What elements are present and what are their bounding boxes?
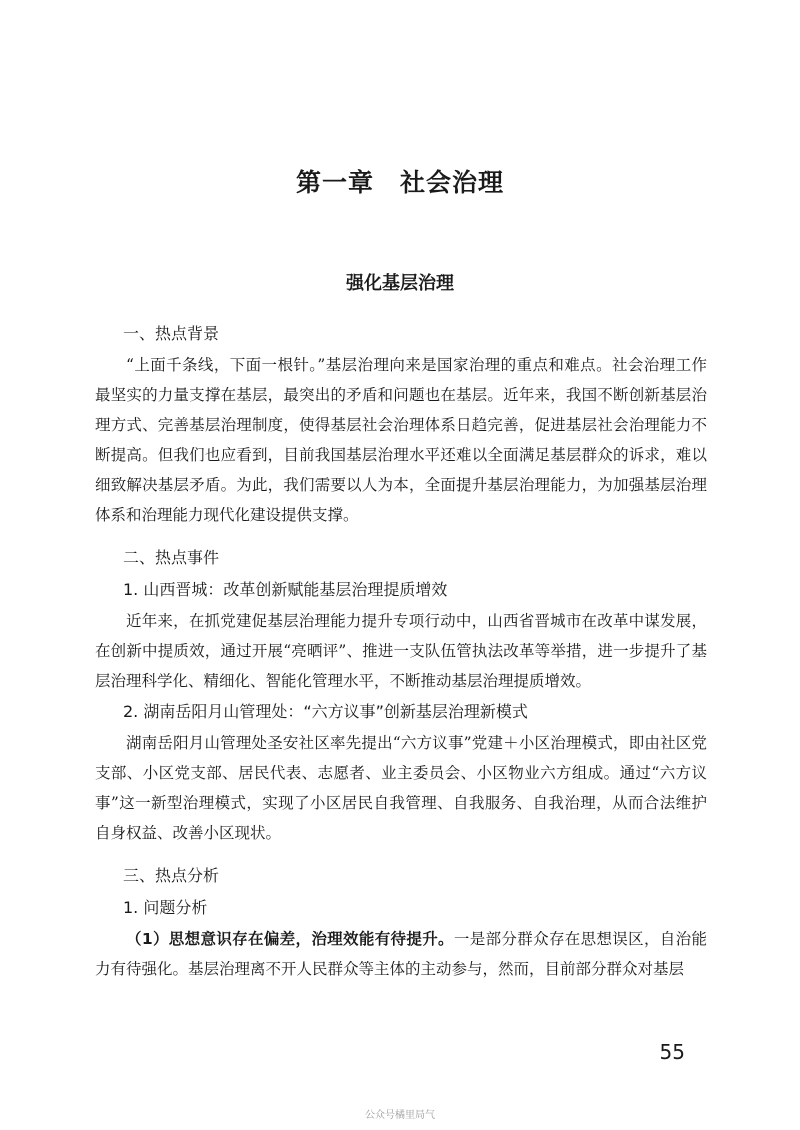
subheading-problem-analysis: 1. 问题分析 (123, 898, 208, 917)
body-content (95, 318, 707, 984)
paragraph-lead-bold: （1）思想意识存在偏差，治理效能有待提升。 (126, 930, 454, 948)
section-title: 强化基层治理 (346, 273, 454, 294)
page-number: 55 (659, 1040, 685, 1064)
paragraph-lead-rest: 一是部分群众存在思想误区，自治能力有待强化。基层治理离不开人民群众等主体的主动参与，然而，目前部分群众对基层 (95, 930, 707, 978)
paragraph-background: “上面千条线，下面一根针。”基层治理向来是国家治理的重点和难点。社会治理工作最坚实的力量支撑在基层，最突出的矛盾和问题也在基层。近年来，我国不断创新基层治理方式、完善基层治理制度，使得基层社会治理体系日趋完善，促进基层社会治理能力不断提高。但我们也应看到，目前我国基层治理水平还难以全面满足基层群众的诉求，难以细致解决基层矛盾。为此，我们需要以人为本，全面提升基层治理能力，为加强基层治理体系和治理能力现代化建设提供支撑。 (95, 356, 707, 524)
chapter-title: 第一章 社会治理 (295, 168, 504, 197)
subheading-shanxi-jincheng: 1. 山西晋城：改革创新赋能基层治理提质增效 (123, 580, 448, 599)
heading-analysis: 三、热点分析 (123, 866, 220, 885)
heading-background: 一、热点背景 (123, 324, 220, 343)
paragraph-problem-analysis (95, 924, 707, 984)
paragraph-shanxi-jincheng: 近年来，在抓党建促基层治理能力提升专项行动中，山西省晋城市在改革中谋发展，在创新中提质效，通过开展“亮晒评”、推进一支队伍管执法改革等举措，进一步提升了基层治理科学化、精细化、智能化管理水平，不断推动基层治理提质增效。 (95, 612, 707, 690)
watermark-text: 公众号橘里局气 (365, 1110, 435, 1121)
heading-events: 二、热点事件 (123, 548, 220, 567)
subheading-hunan-yueyang: 2. 湖南岳阳月山管理处：“六方议事”创新基层治理新模式 (123, 702, 528, 721)
paragraph-hunan-yueyang: 湖南岳阳月山管理处圣安社区率先提出“六方议事”党建＋小区治理模式，即由社区党支部、小区党支部、居民代表、志愿者、业主委员会、小区物业六方组成。通过“六方议事”这一新型治理模式，实现了小区居民自我管理、自我服务、自我治理，从而合法维护自身权益、改善小区现状。 (95, 734, 707, 842)
